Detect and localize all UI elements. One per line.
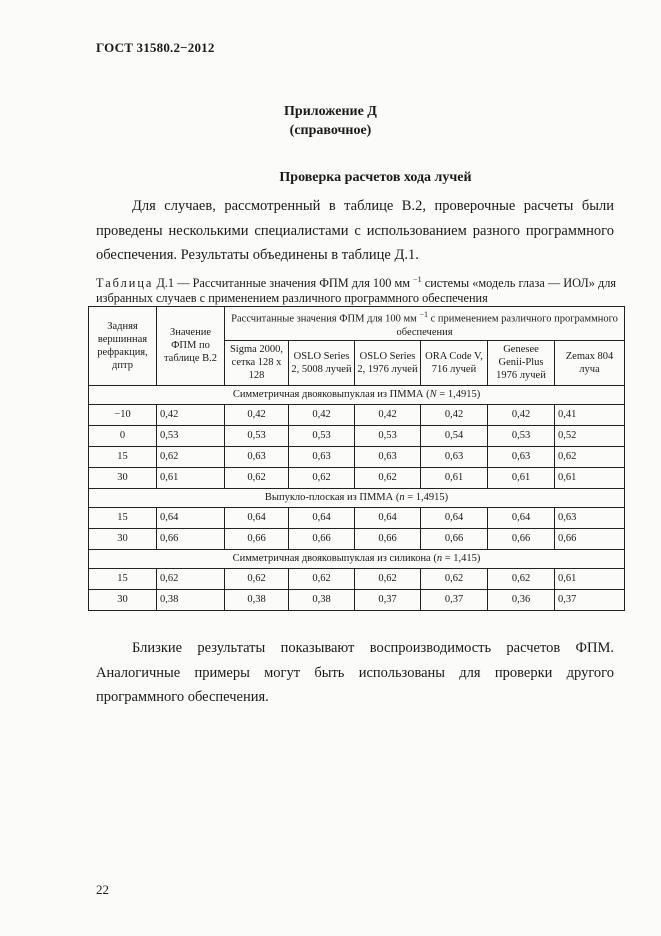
- table-cell: 0,62: [157, 568, 225, 589]
- header-software: OSLO Series 2, 5008 лучей: [289, 340, 355, 385]
- document-code-header: ГОСТ 31580.2−2012: [96, 40, 215, 55]
- group-title: [89, 385, 625, 404]
- table-cell: 0,42: [225, 404, 289, 425]
- table-cell: 0,53: [355, 425, 421, 446]
- table-cell: 30: [89, 528, 157, 549]
- caption-text-after: системы «модель глаза — ИОЛ» для избранных случаев с применением различного программного обеспечения: [96, 276, 617, 306]
- group-title: [89, 549, 625, 568]
- group-title-after: = 1,415): [442, 553, 481, 564]
- table-cell: 0,63: [421, 446, 488, 467]
- table-cell: 0,53: [225, 425, 289, 446]
- table-cell: 0,62: [225, 568, 289, 589]
- table-cell: 0,37: [355, 589, 421, 610]
- table-row: [89, 404, 625, 425]
- table-cell: 0,64: [157, 507, 225, 528]
- group-title-var: n: [399, 492, 405, 503]
- group-title-after: = 1,4915): [436, 389, 481, 400]
- caption-label: Таблица: [96, 276, 154, 291]
- header-reference-value: Значение ФПМ по таблице В.2: [157, 307, 225, 386]
- caption-number: Д.1: [156, 276, 175, 291]
- table-cell: 0,61: [157, 467, 225, 488]
- table-cell: 0,66: [488, 528, 555, 549]
- table-cell: 15: [89, 568, 157, 589]
- table-row: [89, 425, 625, 446]
- group-title-before: Симметричная двояковыпуклая из силикона (: [232, 553, 437, 564]
- table-cell: 0,61: [421, 467, 488, 488]
- table-cell: 0,42: [421, 404, 488, 425]
- table-cell: 0: [89, 425, 157, 446]
- header-software: ORA Code V, 716 лучей: [421, 340, 488, 385]
- header-refraction: Задняя вершинная рефракция, дптр: [89, 307, 157, 386]
- group-title-before: Выпукло-плоская из ПММА (: [264, 492, 400, 503]
- table-row: [89, 528, 625, 549]
- table-cell: 0,62: [355, 467, 421, 488]
- table-cell: 0,63: [355, 446, 421, 467]
- table-cell: 0,42: [289, 404, 355, 425]
- table-row: [89, 446, 625, 467]
- table-cell: 15: [89, 507, 157, 528]
- table-row: [89, 507, 625, 528]
- table-cell: 0,53: [488, 425, 555, 446]
- table-caption: [96, 272, 616, 306]
- table-cell: 0,61: [555, 467, 625, 488]
- table-cell: 0,62: [555, 446, 625, 467]
- group-row: [89, 385, 625, 404]
- table-cell: 0,66: [421, 528, 488, 549]
- table-cell: 0,66: [355, 528, 421, 549]
- header-software: Zemax 804 луча: [555, 340, 625, 385]
- table-cell: 0,66: [157, 528, 225, 549]
- table-cell: 0,66: [225, 528, 289, 549]
- table-cell: −10: [89, 404, 157, 425]
- caption-text-before: — Рассчитанные значения ФПМ для 100 мм: [177, 276, 411, 291]
- annex-title: Приложение Д: [284, 104, 377, 119]
- table-cell: 0,66: [555, 528, 625, 549]
- section-title: Проверка расчетов хода лучей: [279, 170, 472, 185]
- table-cell: 0,52: [555, 425, 625, 446]
- table-cell: 0,53: [157, 425, 225, 446]
- header-group-sup: −1: [419, 310, 428, 319]
- table-cell: 0,62: [225, 467, 289, 488]
- table-cell: 0,37: [555, 589, 625, 610]
- results-table: [88, 306, 625, 611]
- table-cell: 0,63: [225, 446, 289, 467]
- table-row: [89, 589, 625, 610]
- group-row: [89, 549, 625, 568]
- table-cell: 0,54: [421, 425, 488, 446]
- table-body: [89, 385, 625, 610]
- table-cell: 0,42: [488, 404, 555, 425]
- table-cell: 0,66: [289, 528, 355, 549]
- header-group-after: с применением различного программного обеспечения: [396, 313, 618, 338]
- table-cell: 0,63: [289, 446, 355, 467]
- header-software: OSLO Series 2, 1976 лучей: [355, 340, 421, 385]
- table-cell: 0,62: [421, 568, 488, 589]
- table-cell: 0,64: [421, 507, 488, 528]
- table-cell: 0,62: [355, 568, 421, 589]
- table-cell: 30: [89, 589, 157, 610]
- table-cell: 0,64: [355, 507, 421, 528]
- conclusion-text: Близкие результаты показывают воспроизводимость расчетов ФПМ. Аналогичные примеры могут быть использованы для проверки другого программного обеспечения.: [96, 640, 614, 705]
- table-row: [89, 568, 625, 589]
- table-cell: 0,64: [488, 507, 555, 528]
- table-row: [89, 467, 625, 488]
- table-cell: 0,61: [555, 568, 625, 589]
- table-cell: 0,42: [355, 404, 421, 425]
- table-cell: 0,62: [289, 467, 355, 488]
- table-cell: 0,38: [225, 589, 289, 610]
- table-cell: 0,36: [488, 589, 555, 610]
- table-cell: 0,38: [157, 589, 225, 610]
- page-number: 22: [96, 882, 109, 897]
- table-cell: 0,41: [555, 404, 625, 425]
- header-software: Genesee Genii-Plus 1976 лучей: [488, 340, 555, 385]
- table-cell: 0,62: [157, 446, 225, 467]
- group-title: [89, 488, 625, 507]
- table-cell: 30: [89, 467, 157, 488]
- conclusion-paragraph: [96, 636, 614, 710]
- table-cell: 0,63: [488, 446, 555, 467]
- header-group: [225, 307, 625, 341]
- table-cell: 0,53: [289, 425, 355, 446]
- table-cell: 0,38: [289, 589, 355, 610]
- table-cell: 0,63: [555, 507, 625, 528]
- annex-subtitle: (справочное): [289, 123, 372, 138]
- group-row: [89, 488, 625, 507]
- header-group-text: Рассчитанные значения ФПМ для 100 мм: [231, 313, 417, 325]
- table-cell: 15: [89, 446, 157, 467]
- intro-paragraph: [96, 194, 614, 268]
- table-cell: 0,62: [488, 568, 555, 589]
- table-cell: 0,64: [289, 507, 355, 528]
- table-cell: 0,64: [225, 507, 289, 528]
- group-title-var: n: [436, 553, 443, 564]
- table-cell: 0,62: [289, 568, 355, 589]
- group-title-before: Симметричная двояковыпуклая из ПММА (: [232, 389, 430, 400]
- group-title-var: N: [429, 389, 437, 400]
- table-cell: 0,42: [157, 404, 225, 425]
- caption-sup: −1: [413, 275, 422, 284]
- table-cell: 0,61: [488, 467, 555, 488]
- table-cell: 0,37: [421, 589, 488, 610]
- group-title-after: = 1,4915): [404, 492, 449, 503]
- intro-text: Для случаев, рассмотренный в таблице В.2, проверочные расчеты были проведены несколькими специалистами с использованием разного программного обеспечения. Результаты объединены в таблице Д.1.: [96, 198, 614, 263]
- header-software: Sigma 2000, сетка 128 x 128: [225, 340, 289, 385]
